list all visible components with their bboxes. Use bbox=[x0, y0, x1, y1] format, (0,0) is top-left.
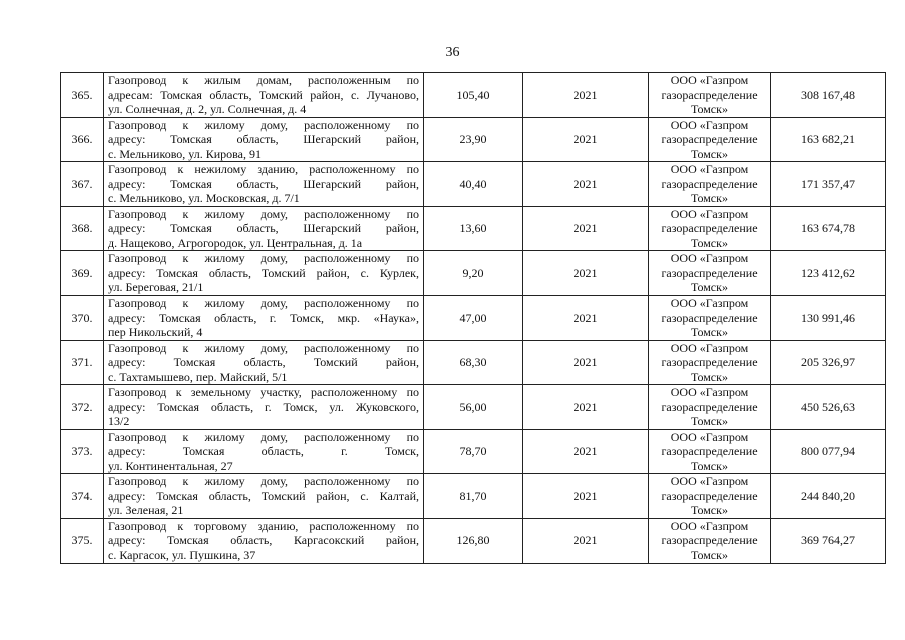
cost: 369 764,27 bbox=[771, 518, 886, 563]
object-description bbox=[104, 429, 424, 474]
description-line: Газопровод к жилому дому, расположенному по bbox=[108, 340, 419, 355]
organization-line: газораспределение bbox=[661, 87, 758, 102]
organization-line: газораспределение bbox=[661, 310, 758, 325]
pipeline-length: 126,80 bbox=[424, 518, 523, 563]
pipeline-length: 56,00 bbox=[424, 385, 523, 430]
description-line: ул. Зеленая, 21 bbox=[108, 503, 184, 518]
pipeline-length: 105,40 bbox=[424, 73, 523, 118]
description-line: адресу: Томская область, Шегарский район, bbox=[108, 132, 419, 147]
row-number: 374. bbox=[61, 474, 104, 519]
pipeline-length: 9,20 bbox=[424, 251, 523, 296]
description-line: Газопровод к жилому дому, расположенному по bbox=[108, 117, 419, 132]
description-line: с. Мельниково, ул. Московская, д. 7/1 bbox=[108, 191, 300, 206]
pipeline-length: 68,30 bbox=[424, 340, 523, 385]
row-number: 368. bbox=[61, 206, 104, 251]
cost: 123 412,62 bbox=[771, 251, 886, 296]
organization-line: Томск» bbox=[691, 547, 728, 562]
organization-line: Томск» bbox=[691, 369, 728, 384]
organization-line: ООО «Газпром bbox=[670, 251, 749, 266]
description-line: адресу: Томская область, г. Томск, ул. Жуковского, bbox=[108, 399, 419, 414]
cost: 308 167,48 bbox=[771, 73, 886, 118]
description-line: Газопровод к жилому дому, расположенному по bbox=[108, 474, 419, 489]
year: 2021 bbox=[523, 251, 649, 296]
organization-line: ООО «Газпром bbox=[670, 518, 749, 533]
pipeline-length: 13,60 bbox=[424, 206, 523, 251]
pipeline-length: 23,90 bbox=[424, 117, 523, 162]
object-description bbox=[104, 162, 424, 207]
year: 2021 bbox=[523, 429, 649, 474]
organization-line: газораспределение bbox=[661, 444, 758, 459]
row-number: 366. bbox=[61, 117, 104, 162]
table-row bbox=[61, 429, 886, 474]
organization bbox=[649, 162, 771, 207]
row-number: 373. bbox=[61, 429, 104, 474]
organization-line: Томск» bbox=[691, 414, 728, 429]
organization-line: ООО «Газпром bbox=[670, 117, 749, 132]
organization-line: ООО «Газпром bbox=[670, 206, 749, 221]
organization-line: ООО «Газпром bbox=[670, 296, 749, 311]
object-description bbox=[104, 474, 424, 519]
description-line: Газопровод к жилому дому, расположенному по bbox=[108, 206, 419, 221]
row-number: 369. bbox=[61, 251, 104, 296]
pipeline-length: 40,40 bbox=[424, 162, 523, 207]
year: 2021 bbox=[523, 340, 649, 385]
description-line: Газопровод к жилому дому, расположенному по bbox=[108, 429, 419, 444]
year: 2021 bbox=[523, 385, 649, 430]
organization bbox=[649, 251, 771, 296]
description-line: адресу: Томская область, Томский район, с. Курлек, bbox=[108, 265, 419, 280]
object-description bbox=[104, 385, 424, 430]
organization bbox=[649, 429, 771, 474]
organization-line: газораспределение bbox=[661, 399, 758, 414]
description-line: ул. Береговая, 21/1 bbox=[108, 280, 204, 295]
year: 2021 bbox=[523, 295, 649, 340]
table-row bbox=[61, 474, 886, 519]
description-line: Газопровод к жилому дому, расположенному по bbox=[108, 296, 419, 311]
table-row bbox=[61, 295, 886, 340]
description-line: адресу: Томская область, Каргасокский район, bbox=[108, 533, 419, 548]
organization-line: газораспределение bbox=[661, 132, 758, 147]
object-description bbox=[104, 340, 424, 385]
description-line: Газопровод к нежилому зданию, расположенному по bbox=[108, 162, 419, 177]
object-description bbox=[104, 206, 424, 251]
organization bbox=[649, 518, 771, 563]
organization-line: Томск» bbox=[691, 325, 728, 340]
organization bbox=[649, 117, 771, 162]
organization bbox=[649, 206, 771, 251]
year: 2021 bbox=[523, 518, 649, 563]
organization-line: Томск» bbox=[691, 146, 728, 161]
description-line: 13/2 bbox=[108, 414, 130, 429]
description-line: адресу: Томская область, Шегарский район, bbox=[108, 221, 419, 236]
organization-line: Томск» bbox=[691, 458, 728, 473]
organization-line: Томск» bbox=[691, 102, 728, 117]
table-row bbox=[61, 385, 886, 430]
year: 2021 bbox=[523, 162, 649, 207]
row-number: 370. bbox=[61, 295, 104, 340]
description-line: ул. Континентальная, 27 bbox=[108, 458, 233, 473]
organization bbox=[649, 73, 771, 118]
cost: 450 526,63 bbox=[771, 385, 886, 430]
table-row bbox=[61, 117, 886, 162]
description-line: ул. Солнечная, д. 2, ул. Солнечная, д. 4 bbox=[108, 102, 307, 117]
table-body bbox=[61, 73, 886, 564]
organization-line: газораспределение bbox=[661, 265, 758, 280]
organization-line: газораспределение bbox=[661, 355, 758, 370]
organization-line: Томск» bbox=[691, 235, 728, 250]
object-description bbox=[104, 117, 424, 162]
table-row bbox=[61, 251, 886, 296]
description-line: адресу: Томская область, Томский район, bbox=[108, 355, 419, 370]
description-line: адресу: Томская область, г. Томск, bbox=[108, 444, 419, 459]
organization-line: Томск» bbox=[691, 280, 728, 295]
object-description bbox=[104, 518, 424, 563]
pipeline-length: 78,70 bbox=[424, 429, 523, 474]
object-description bbox=[104, 295, 424, 340]
gas-pipeline-table bbox=[60, 72, 886, 564]
year: 2021 bbox=[523, 73, 649, 118]
cost: 163 682,21 bbox=[771, 117, 886, 162]
cost: 163 674,78 bbox=[771, 206, 886, 251]
table-row bbox=[61, 518, 886, 563]
organization-line: Томск» bbox=[691, 503, 728, 518]
organization-line: газораспределение bbox=[661, 221, 758, 236]
object-description bbox=[104, 73, 424, 118]
organization-line: ООО «Газпром bbox=[670, 162, 749, 177]
organization-line: газораспределение bbox=[661, 488, 758, 503]
description-line: с. Мельниково, ул. Кирова, 91 bbox=[108, 146, 261, 161]
organization bbox=[649, 295, 771, 340]
pipeline-length: 47,00 bbox=[424, 295, 523, 340]
organization-line: ООО «Газпром bbox=[670, 429, 749, 444]
organization-line: Томск» bbox=[691, 191, 728, 206]
organization bbox=[649, 474, 771, 519]
organization-line: газораспределение bbox=[661, 176, 758, 191]
row-number: 367. bbox=[61, 162, 104, 207]
description-line: с. Каргасок, ул. Пушкина, 37 bbox=[108, 547, 256, 562]
row-number: 371. bbox=[61, 340, 104, 385]
cost: 205 326,97 bbox=[771, 340, 886, 385]
cost: 800 077,94 bbox=[771, 429, 886, 474]
row-number: 365. bbox=[61, 73, 104, 118]
year: 2021 bbox=[523, 117, 649, 162]
description-line: д. Нащеково, Агрогородок, ул. Центральная, д. 1а bbox=[108, 235, 363, 250]
description-line: Газопровод к жилым домам, расположенным по bbox=[108, 73, 419, 88]
organization-line: ООО «Газпром bbox=[670, 474, 749, 489]
year: 2021 bbox=[523, 206, 649, 251]
organization bbox=[649, 340, 771, 385]
cost: 171 357,47 bbox=[771, 162, 886, 207]
description-line: адресу: Томская область, Шегарский район, bbox=[108, 176, 419, 191]
description-line: с. Тахтамышево, пер. Майский, 5/1 bbox=[108, 369, 288, 384]
description-line: Газопровод к земельному участку, расположенному по bbox=[108, 385, 419, 400]
pipeline-length: 81,70 bbox=[424, 474, 523, 519]
page-number: 36 bbox=[445, 45, 460, 60]
description-line: Газопровод к торговому зданию, расположенному по bbox=[108, 518, 419, 533]
description-line: адресу: Томская область, Томский район, с. Калтай, bbox=[108, 488, 419, 503]
table-row bbox=[61, 162, 886, 207]
table-row bbox=[61, 73, 886, 118]
organization-line: ООО «Газпром bbox=[670, 340, 749, 355]
object-description bbox=[104, 251, 424, 296]
row-number: 372. bbox=[61, 385, 104, 430]
organization bbox=[649, 385, 771, 430]
table-row bbox=[61, 340, 886, 385]
description-line: адресам: Томская область, Томский район, с. Лучаново, bbox=[108, 87, 419, 102]
row-number: 375. bbox=[61, 518, 104, 563]
description-line: пер Никольский, 4 bbox=[108, 325, 203, 340]
cost: 130 991,46 bbox=[771, 295, 886, 340]
cost: 244 840,20 bbox=[771, 474, 886, 519]
organization-line: ООО «Газпром bbox=[670, 385, 749, 400]
organization-line: газораспределение bbox=[661, 533, 758, 548]
table-row bbox=[61, 206, 886, 251]
year: 2021 bbox=[523, 474, 649, 519]
description-line: Газопровод к жилому дому, расположенному по bbox=[108, 251, 419, 266]
organization-line: ООО «Газпром bbox=[670, 73, 749, 88]
description-line: адресу: Томская область, г. Томск, мкр. «Наука», bbox=[108, 310, 419, 325]
